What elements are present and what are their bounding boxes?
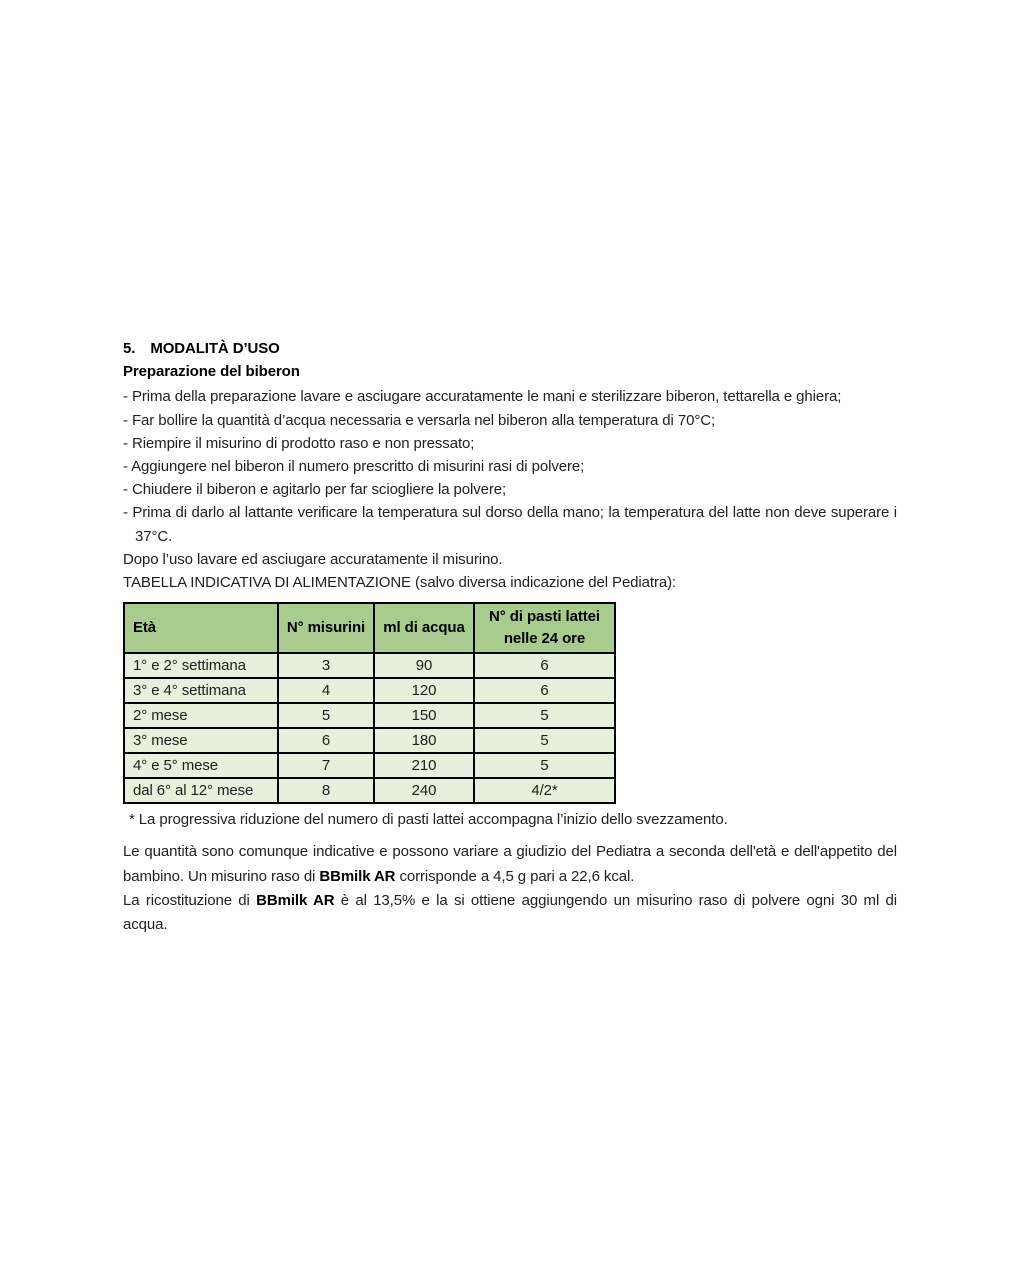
column-header: ml di acqua — [374, 603, 474, 653]
paragraph-text: corrisponde a 4,5 g pari a 22,6 kcal. — [395, 867, 635, 885]
table-cell: 3 — [278, 653, 374, 678]
brand-name: BBmilk AR — [319, 867, 396, 885]
bullet-item: - Prima della preparazione lavare e asciugare accuratamente le mani e sterilizzare biberon, tettarella e ghiera; — [123, 388, 842, 406]
table-cell: dal 6° al 12° mese — [124, 778, 278, 803]
table-cell: 6 — [278, 728, 374, 753]
paragraph-reconstitution — [123, 889, 897, 937]
table-row — [124, 778, 615, 803]
table-cell: 5 — [474, 728, 615, 753]
table-cell: 4° e 5° mese — [124, 753, 278, 778]
table-intro-line: TABELLA INDICATIVA DI ALIMENTAZIONE (salvo diversa indicazione del Pediatra): — [123, 574, 677, 592]
table-cell: 6 — [474, 678, 615, 703]
page-content — [123, 337, 897, 937]
table-cell: 6 — [474, 653, 615, 678]
brand-name: BBmilk AR — [256, 891, 335, 909]
after-bullets-line: Dopo l’uso lavare ed asciugare accuratamente il misurino. — [123, 550, 503, 568]
table-cell: 5 — [278, 703, 374, 728]
table-cell: 1° e 2° settimana — [124, 653, 278, 678]
table-cell: 5 — [474, 753, 615, 778]
bullet-item: - Aggiungere nel biberon il numero prescritto di misurini rasi di polvere; — [123, 458, 585, 476]
feeding-table-header — [124, 603, 615, 653]
table-cell: 2° mese — [124, 703, 278, 728]
table-row — [124, 753, 615, 778]
section-number: 5. — [123, 340, 136, 357]
table-row — [124, 703, 615, 728]
table-cell: 240 — [374, 778, 474, 803]
table-cell: 4 — [278, 678, 374, 703]
table-cell: 120 — [374, 678, 474, 703]
column-header: Età — [124, 603, 278, 653]
table-row — [124, 678, 615, 703]
table-cell: 7 — [278, 753, 374, 778]
table-footnote: * La progressiva riduzione del numero di pasti lattei accompagna l’inizio dello svezzamento. — [129, 811, 728, 829]
bullet-item: - Chiudere il biberon e agitarlo per far sciogliere la polvere; — [123, 481, 507, 499]
table-cell: 180 — [374, 728, 474, 753]
table-row — [124, 653, 615, 678]
feeding-table-body — [124, 653, 615, 803]
column-header: N° misurini — [278, 603, 374, 653]
section-heading — [123, 337, 897, 360]
table-cell: 3° e 4° settimana — [124, 678, 278, 703]
table-cell: 8 — [278, 778, 374, 803]
table-cell: 3° mese — [124, 728, 278, 753]
subsection-heading: Preparazione del biberon — [123, 363, 300, 381]
bullet-item: - Prima di darlo al lattante verificare la temperatura sul dorso della mano; la temperatura del latte non deve superare i 37°C. — [123, 504, 897, 545]
bullet-item: - Riempire il misurino di prodotto raso e non pressato; — [123, 434, 475, 452]
paragraph-text: La ricostituzione di — [123, 891, 257, 909]
paragraph-text: è al 13,5% e la si ottiene aggiungendo un misurino raso di polvere ogni 30 ml di acqua. — [123, 891, 897, 934]
table-header-row — [124, 603, 615, 653]
table-cell: 5 — [474, 703, 615, 728]
section-title: MODALITÀ D’USO — [150, 340, 280, 357]
table-cell: 210 — [374, 753, 474, 778]
bullet-list — [123, 385, 897, 547]
feeding-table — [123, 602, 616, 804]
table-cell: 150 — [374, 703, 474, 728]
paragraph-text: Le quantità sono comunque indicative e possono variare a giudizio del Pediatra a seconda dell'età e dell'appetito del bambino. Un misurino raso di — [123, 843, 897, 885]
bullet-item: - Far bollire la quantità d’acqua necessaria e versarla nel biberon alla temperatura di 70°C; — [123, 411, 716, 429]
table-cell: 90 — [374, 653, 474, 678]
column-header: N° di pasti lattei nelle 24 ore — [474, 603, 615, 653]
paragraph-quantities — [123, 840, 897, 888]
table-row — [124, 728, 615, 753]
table-cell: 4/2* — [474, 778, 615, 803]
